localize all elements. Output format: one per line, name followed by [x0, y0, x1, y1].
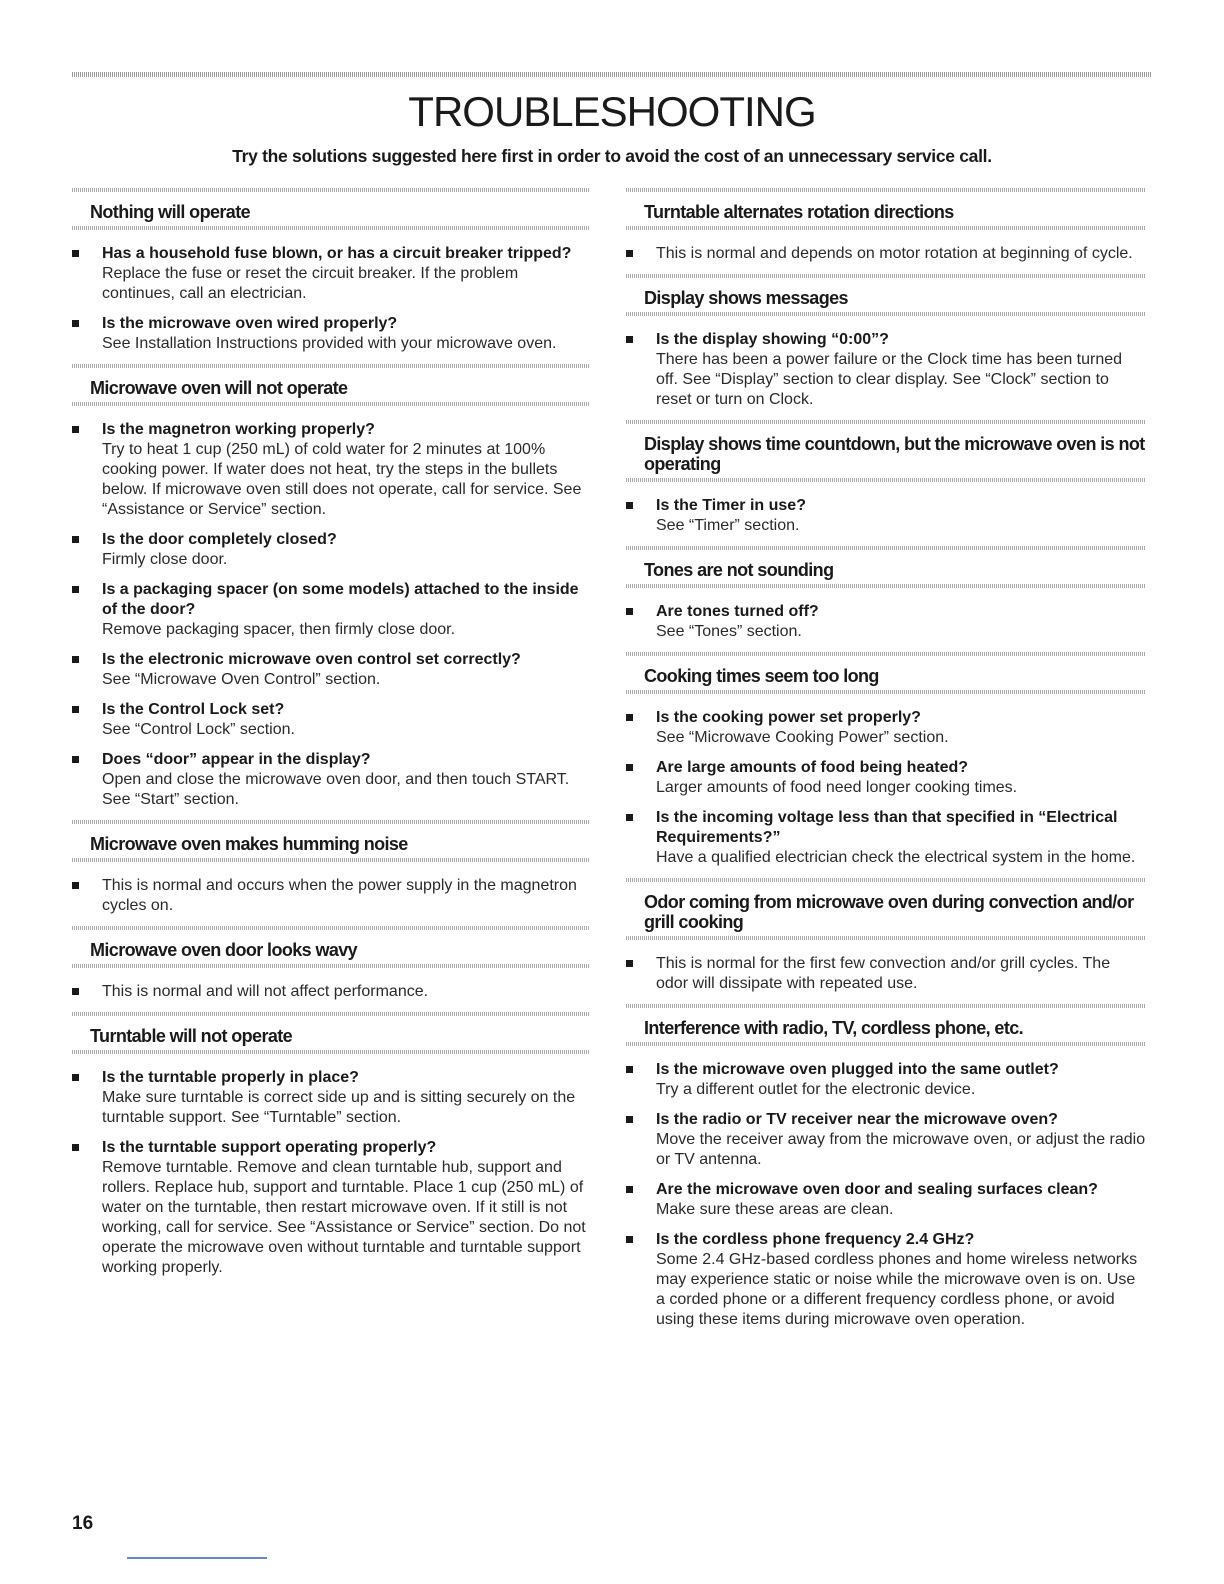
item-question: Are the microwave oven door and sealing surfaces clean?	[656, 1181, 1098, 1198]
item-answer: This is normal and depends on motor rotation at beginning of cycle.	[656, 245, 1133, 262]
square-bullet-icon	[626, 336, 633, 343]
list-item	[72, 530, 590, 570]
section-heading: Microwave oven makes humming noise	[90, 834, 408, 854]
item-list	[72, 406, 590, 810]
square-bullet-icon	[72, 1074, 79, 1081]
list-item	[72, 420, 590, 520]
list-item	[72, 1068, 590, 1128]
section-heading: Nothing will operate	[90, 202, 251, 222]
item-answer: Remove packaging spacer, then firmly close door.	[102, 621, 456, 638]
item-answer: Move the receiver away from the microwave oven, or adjust the radio or TV antenna.	[656, 1131, 1146, 1168]
item-answer: Larger amounts of food need longer cooking times.	[656, 779, 1018, 796]
square-bullet-icon	[626, 502, 633, 509]
square-bullet-icon	[72, 426, 79, 433]
list-item	[626, 1180, 1146, 1220]
item-answer: See “Microwave Oven Control” section.	[102, 671, 381, 688]
item-answer: This is normal and occurs when the power supply in the magnetron cycles on.	[102, 877, 577, 914]
troubleshooting-section	[626, 1004, 1146, 1330]
square-bullet-icon	[72, 250, 79, 257]
item-question: Is the radio or TV receiver near the microwave oven?	[656, 1111, 1058, 1128]
troubleshooting-section	[626, 546, 1146, 642]
section-heading: Microwave oven door looks wavy	[90, 940, 358, 960]
section-heading: Interference with radio, TV, cordless phone, etc.	[644, 1018, 1024, 1038]
item-answer: See “Timer” section.	[656, 517, 800, 534]
item-question: Is the microwave oven wired properly?	[102, 315, 398, 332]
item-answer: Replace the fuse or reset the circuit breaker. If the problem continues, call an electrician.	[102, 265, 519, 302]
item-question: Is the electronic microwave oven control set correctly?	[102, 651, 521, 668]
item-question: Is the microwave oven plugged into the same outlet?	[656, 1061, 1059, 1078]
square-bullet-icon	[626, 250, 633, 257]
section-heading: Tones are not sounding	[644, 560, 834, 580]
item-answer: See Installation Instructions provided with your microwave oven.	[102, 335, 557, 352]
list-item	[626, 244, 1146, 264]
section-heading: Display shows time countdown, but the microwave oven is not operating	[644, 434, 1145, 474]
item-list	[626, 1046, 1146, 1330]
item-answer: Have a qualified electrician check the electrical system in the home.	[656, 849, 1136, 866]
list-item	[626, 808, 1146, 868]
item-answer: This is normal for the first few convection and/or grill cycles. The odor will dissipate with repeated use.	[656, 955, 1111, 992]
square-bullet-icon	[72, 586, 79, 593]
page-subtitle: Try the solutions suggested here first in order to avoid the cost of an unnecessary service call.	[232, 146, 992, 166]
square-bullet-icon	[626, 1186, 633, 1193]
item-question: Has a household fuse blown, or has a circuit breaker tripped?	[102, 245, 572, 262]
item-answer: Make sure turntable is correct side up and is sitting securely on the turntable support. See “Turntable” section.	[102, 1089, 576, 1126]
list-item	[626, 496, 1146, 536]
troubleshooting-section	[72, 188, 590, 354]
item-answer: Some 2.4 GHz-based cordless phones and home wireless networks may experience static or noise while the microwave oven is on. Use a corded phone or a different frequency cordless phone, or avoid using these items during microwave oven operation.	[656, 1251, 1138, 1328]
item-answer: Firmly close door.	[102, 551, 228, 568]
item-answer: There has been a power failure or the Clock time has been turned off. See “Display” section to clear display. See “Clock” section to reset or turn on Clock.	[656, 351, 1123, 408]
list-item	[626, 1110, 1146, 1170]
item-question: Is the display showing “0:00”?	[656, 331, 889, 348]
section-heading: Display shows messages	[644, 288, 848, 308]
square-bullet-icon	[626, 608, 633, 615]
section-heading: Odor coming from microwave oven during convection and/or grill cooking	[644, 892, 1134, 932]
square-bullet-icon	[626, 764, 633, 771]
troubleshooting-section	[626, 878, 1146, 994]
item-list	[72, 1054, 590, 1278]
list-item	[626, 954, 1146, 994]
item-list	[626, 230, 1146, 264]
item-list	[72, 230, 590, 354]
square-bullet-icon	[72, 536, 79, 543]
page-title: TROUBLESHOOTING	[408, 88, 816, 135]
item-question: Are tones turned off?	[656, 603, 819, 620]
list-item	[72, 982, 590, 1002]
item-question: Is the Timer in use?	[656, 497, 806, 514]
list-item	[626, 758, 1146, 798]
item-question: Are large amounts of food being heated?	[656, 759, 969, 776]
square-bullet-icon	[72, 656, 79, 663]
square-bullet-icon	[626, 1236, 633, 1243]
item-question: Is the cordless phone frequency 2.4 GHz?	[656, 1231, 975, 1248]
item-answer: Try a different outlet for the electronic device.	[656, 1081, 976, 1098]
square-bullet-icon	[626, 1066, 633, 1073]
item-answer: Remove turntable. Remove and clean turntable hub, support and rollers. Replace hub, support and turntable. Place 1 cup (250 mL) of water on the turntable, then restart microwave oven. If it still is not working, call for service. See “Assistance or Service” section. Do not operate the microwave oven without turntable and turntable support working properly.	[102, 1159, 586, 1276]
item-question: Is a packaging spacer (on some models) attached to the inside of the door?	[102, 581, 579, 618]
troubleshooting-section	[626, 420, 1146, 536]
item-question: Is the magnetron working properly?	[102, 421, 375, 438]
troubleshooting-section	[72, 1012, 590, 1278]
list-item	[72, 700, 590, 740]
item-question: Does “door” appear in the display?	[102, 751, 371, 768]
item-question: Is the Control Lock set?	[102, 701, 285, 718]
list-item	[72, 650, 590, 690]
list-item	[626, 1060, 1146, 1100]
section-heading: Turntable will not operate	[90, 1026, 293, 1046]
troubleshooting-section	[626, 188, 1146, 264]
item-list	[626, 588, 1146, 642]
left-column	[72, 188, 590, 1288]
item-list	[626, 482, 1146, 536]
item-answer: This is normal and will not affect performance.	[102, 983, 429, 1000]
square-bullet-icon	[72, 706, 79, 713]
list-item	[72, 1138, 590, 1278]
item-answer: See “Control Lock” section.	[102, 721, 295, 738]
section-heading: Turntable alternates rotation directions	[644, 202, 954, 222]
square-bullet-icon	[626, 1116, 633, 1123]
item-answer: See “Tones” section.	[656, 623, 802, 640]
item-list	[72, 862, 590, 916]
list-item	[72, 244, 590, 304]
troubleshooting-section	[626, 274, 1146, 410]
section-heading: Microwave oven will not operate	[90, 378, 348, 398]
item-answer: Make sure these areas are clean.	[656, 1201, 894, 1218]
troubleshooting-section	[72, 820, 590, 916]
item-list	[626, 940, 1146, 994]
list-item	[72, 750, 590, 810]
item-question: Is the turntable support operating properly?	[102, 1139, 437, 1156]
square-bullet-icon	[72, 988, 79, 995]
square-bullet-icon	[626, 814, 633, 821]
troubleshooting-section	[626, 652, 1146, 868]
square-bullet-icon	[72, 1144, 79, 1151]
square-bullet-icon	[72, 882, 79, 889]
list-item	[626, 1230, 1146, 1330]
list-item	[72, 580, 590, 640]
list-item	[626, 708, 1146, 748]
item-list	[626, 694, 1146, 868]
square-bullet-icon	[626, 960, 633, 967]
right-column	[626, 188, 1146, 1340]
square-bullet-icon	[72, 756, 79, 763]
square-bullet-icon	[72, 320, 79, 327]
item-question: Is the turntable properly in place?	[102, 1069, 359, 1086]
top-rule	[72, 72, 1152, 77]
list-item	[626, 330, 1146, 410]
item-question: Is the incoming voltage less than that specified in “Electrical Requirements?”	[656, 809, 1118, 846]
item-answer: Try to heat 1 cup (250 mL) of cold water for 2 minutes at 100% cooking power. If water does not heat, try the steps in the bullets below. If microwave oven still does not operate, call for service. See “Assistance or Service” section.	[102, 441, 582, 518]
troubleshooting-section	[72, 364, 590, 810]
item-list	[626, 316, 1146, 410]
item-list	[72, 968, 590, 1002]
item-question: Is the door completely closed?	[102, 531, 337, 548]
footer-line	[127, 1557, 267, 1559]
page-number: 16	[72, 1513, 94, 1534]
troubleshooting-section	[72, 926, 590, 1002]
item-answer: Open and close the microwave oven door, and then touch START. See “Start” section.	[102, 771, 570, 808]
square-bullet-icon	[626, 714, 633, 721]
list-item	[72, 876, 590, 916]
list-item	[626, 602, 1146, 642]
section-heading: Cooking times seem too long	[644, 666, 879, 686]
item-question: Is the cooking power set properly?	[656, 709, 921, 726]
item-answer: See “Microwave Cooking Power” section.	[656, 729, 949, 746]
list-item	[72, 314, 590, 354]
